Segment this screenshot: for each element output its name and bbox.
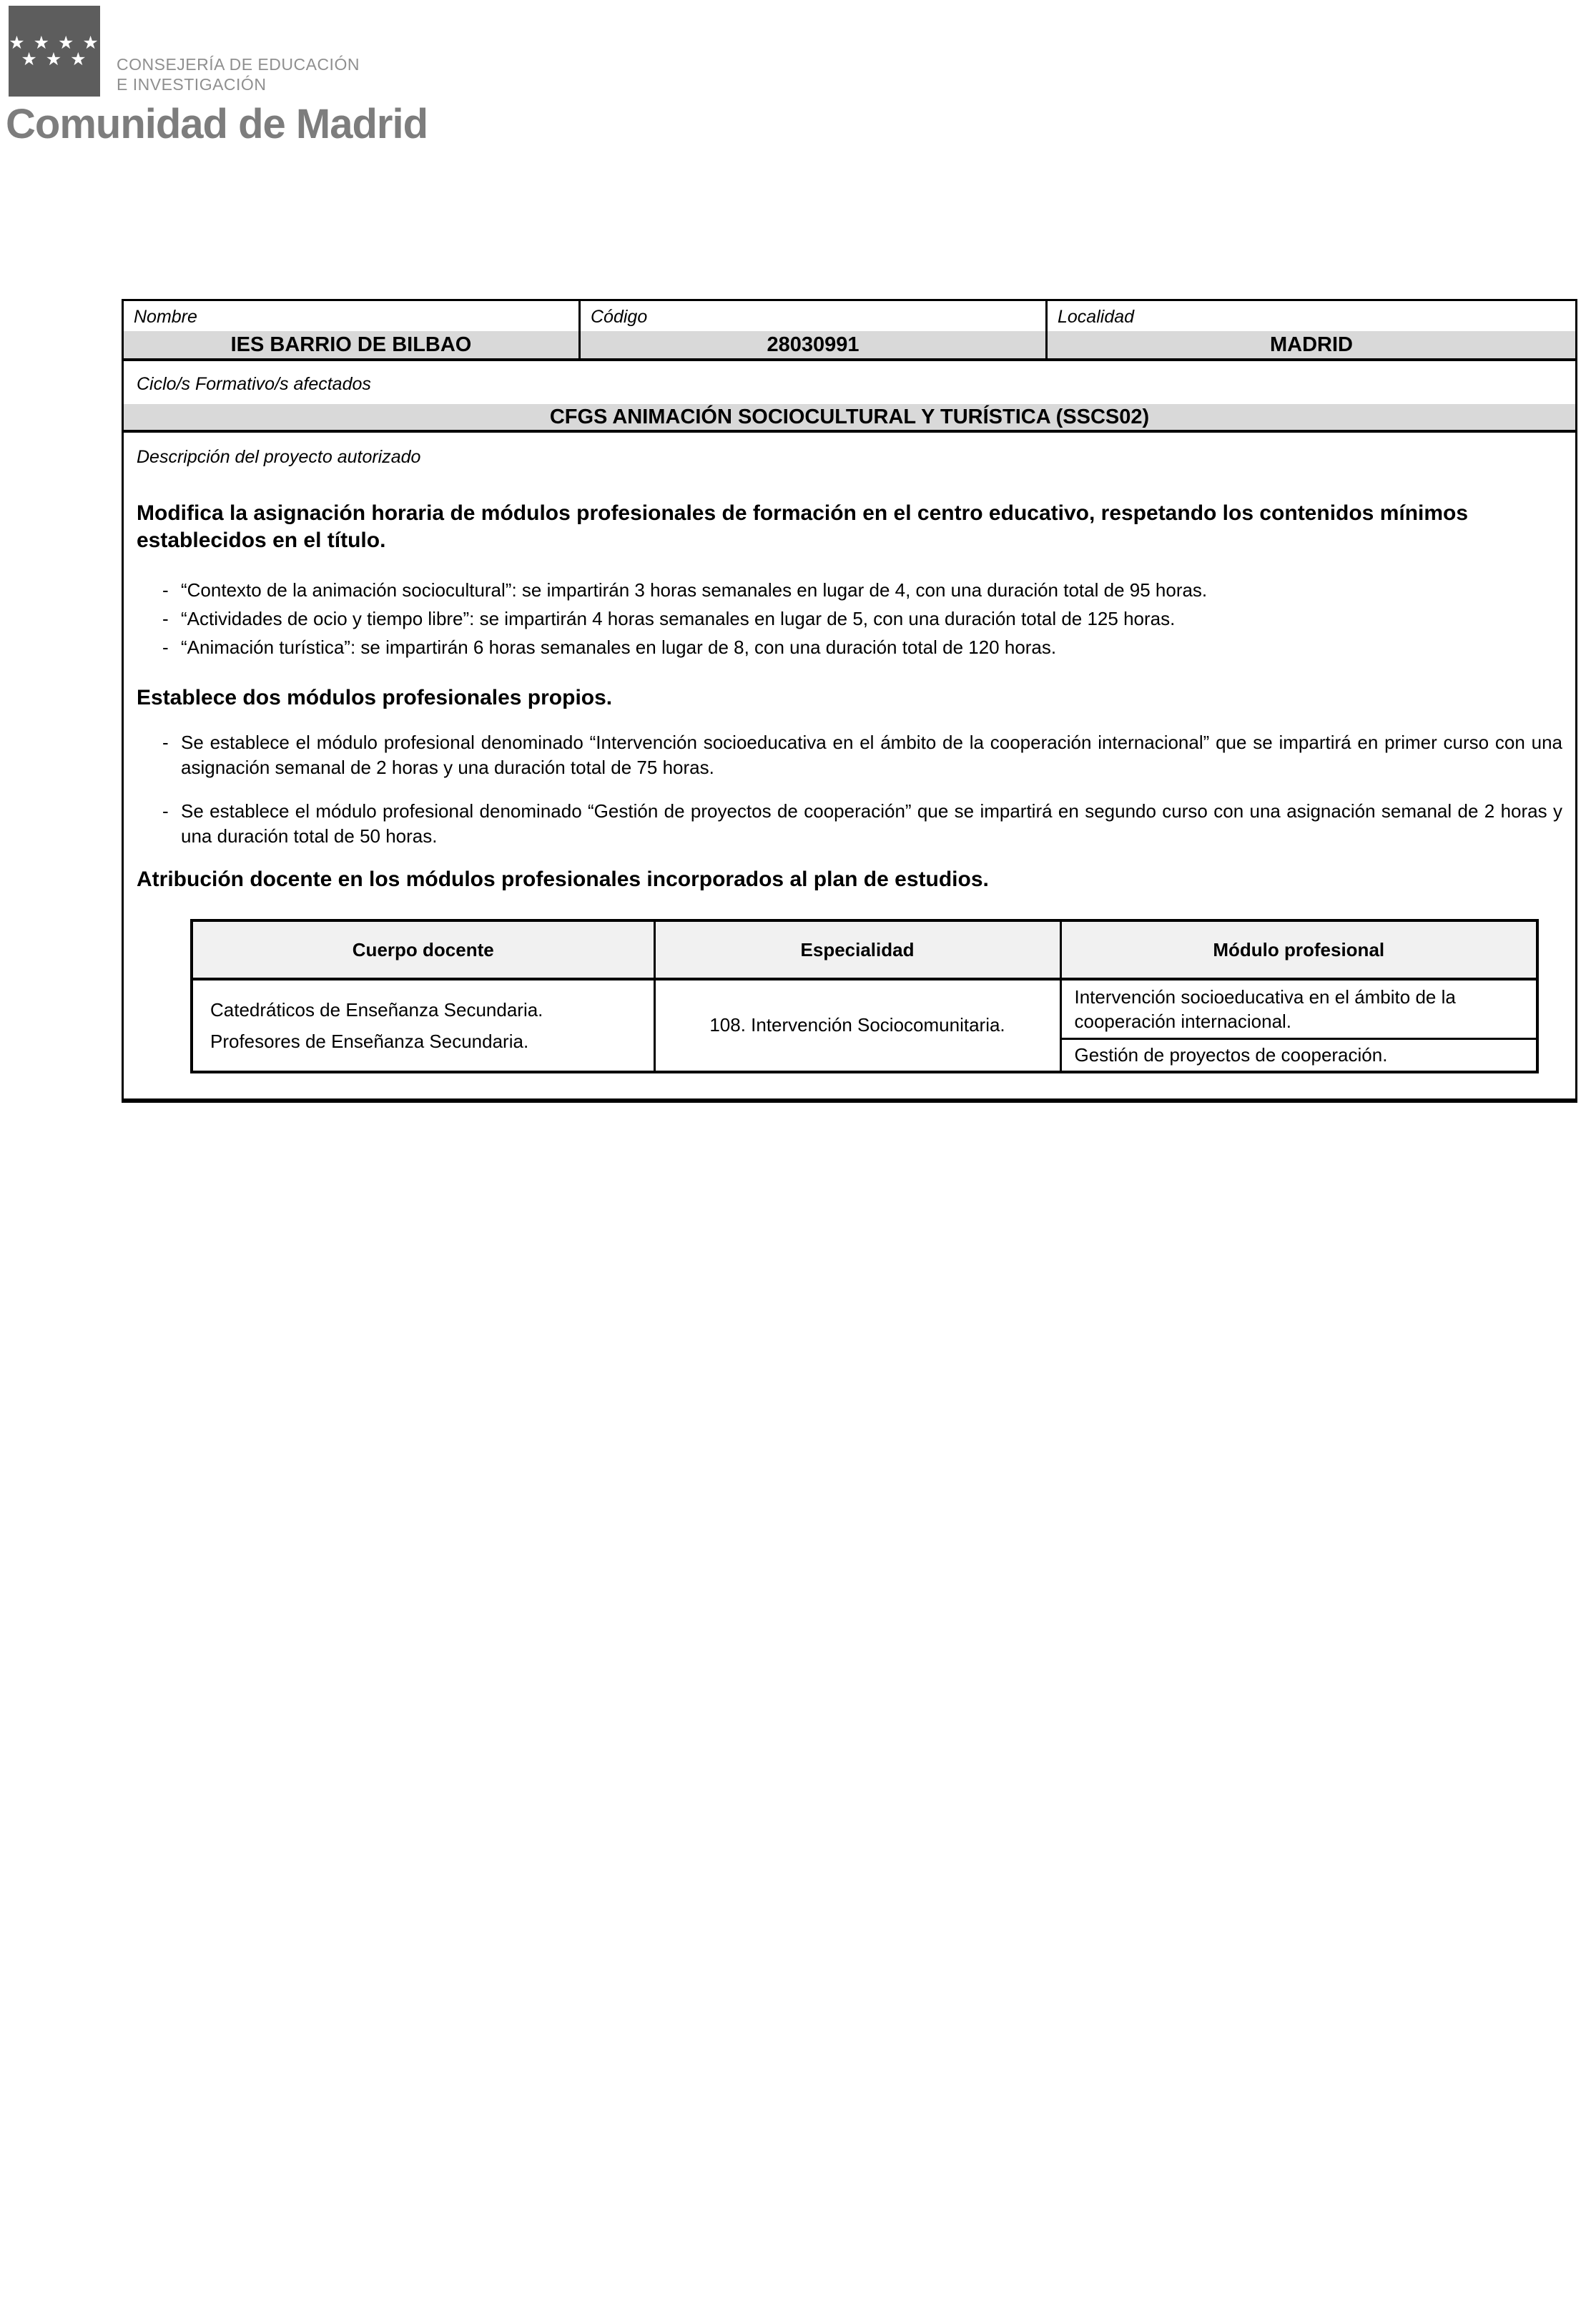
nombre-label: Nombre	[134, 307, 197, 327]
list-item	[137, 604, 1564, 633]
region-name: Comunidad de Madrid	[6, 101, 428, 147]
list-item	[137, 633, 1564, 662]
project-summary: Modifica la asignación horaria de módulos profesionales de formación en el centro educativo, respetando los contenidos mínimos establecidos en el título.	[137, 501, 1469, 552]
schedule-change-1: “Contexto de la animación sociocultural”: se impartirán 3 horas semanales en lugar de 4, con una duración total de 95 horas.	[181, 579, 1208, 601]
description-label: Descripción del proyecto autorizado	[137, 447, 421, 467]
department-name	[117, 54, 360, 94]
authorization-form-box	[122, 299, 1577, 1103]
column-header-especialidad: Especialidad	[654, 920, 1060, 979]
cuerpo-docente-line-2: Profesores de Enseñanza Secundaria.	[210, 1030, 529, 1052]
heading-teaching-attribution: Atribución docente en los módulos profesionales incorporados al plan de estudios.	[137, 867, 989, 891]
list-item	[137, 730, 1564, 780]
cell-cuerpo-docente	[192, 979, 654, 1072]
center-identification-row	[124, 301, 1575, 361]
field-localidad	[1045, 301, 1575, 358]
table-row	[192, 979, 1537, 1039]
new-module-1: Se establece el módulo profesional denominado “Intervención socioeducativa en el ámbito de la cooperación internacional” que se impartirá en primer curso con una asignación semanal de 2 horas y una duración total de 75 horas.	[181, 732, 1562, 778]
field-nombre	[124, 301, 578, 358]
schedule-changes-list	[137, 576, 1564, 662]
schedule-change-2: “Actividades de ocio y tiempo libre”: se impartirán 4 horas semanales en lugar de 5, con una duración total de 125 horas.	[181, 608, 1176, 629]
dash-marker: -	[162, 579, 169, 601]
field-ciclo-formativo	[124, 361, 1575, 433]
cell-especialidad: 108. Intervención Sociocomunitaria.	[654, 979, 1060, 1072]
flag-stars-bottom: ★ ★ ★	[21, 49, 88, 69]
department-line-2: E INVESTIGACIÓN	[117, 75, 267, 94]
column-header-modulo-profesional: Módulo profesional	[1060, 920, 1537, 979]
ciclo-value: CFGS ANIMACIÓN SOCIOCULTURAL Y TURÍSTICA (SSCS02)	[124, 404, 1575, 433]
cuerpo-docente-line-1: Catedráticos de Enseñanza Secundaria.	[210, 998, 543, 1021]
codigo-value: 28030991	[581, 331, 1045, 358]
cell-modulo-1: Intervención socioeducativa en el ámbito de la cooperación internacional.	[1060, 979, 1537, 1039]
list-item	[137, 799, 1564, 849]
localidad-label: Localidad	[1058, 307, 1135, 327]
heading-new-modules: Establece dos módulos profesionales propios.	[137, 686, 613, 709]
flag-stars-top: ★ ★ ★ ★	[9, 32, 100, 53]
field-codigo	[578, 301, 1045, 358]
dash-marker: -	[162, 800, 169, 822]
table-header-row	[192, 920, 1537, 979]
project-description-section	[124, 447, 1575, 1073]
localidad-value: MADRID	[1048, 331, 1575, 358]
column-header-cuerpo-docente: Cuerpo docente	[192, 920, 654, 979]
madrid-flag-icon	[9, 6, 100, 97]
cell-modulo-2: Gestión de proyectos de cooperación.	[1060, 1039, 1537, 1072]
list-item	[137, 576, 1564, 604]
new-module-2: Se establece el módulo profesional denominado “Gestión de proyectos de cooperación” que se impartirá en segundo curso con una asignación semanal de 2 horas y una duración total de 50 horas.	[181, 800, 1562, 847]
comunidad-de-madrid-logo	[0, 0, 543, 164]
ciclo-label: Ciclo/s Formativo/s afectados	[137, 374, 371, 394]
nombre-value: IES BARRIO DE BILBAO	[124, 331, 578, 358]
teaching-attribution-table	[190, 919, 1539, 1073]
codigo-label: Código	[591, 307, 648, 327]
schedule-change-3: “Animación turística”: se impartirán 6 horas semanales en lugar de 8, con una duración total de 120 horas.	[181, 636, 1057, 658]
dash-marker: -	[162, 636, 169, 658]
department-line-1: CONSEJERÍA DE EDUCACIÓN	[117, 55, 360, 74]
dash-marker: -	[162, 608, 169, 629]
dash-marker: -	[162, 732, 169, 753]
new-modules-list	[137, 730, 1564, 849]
